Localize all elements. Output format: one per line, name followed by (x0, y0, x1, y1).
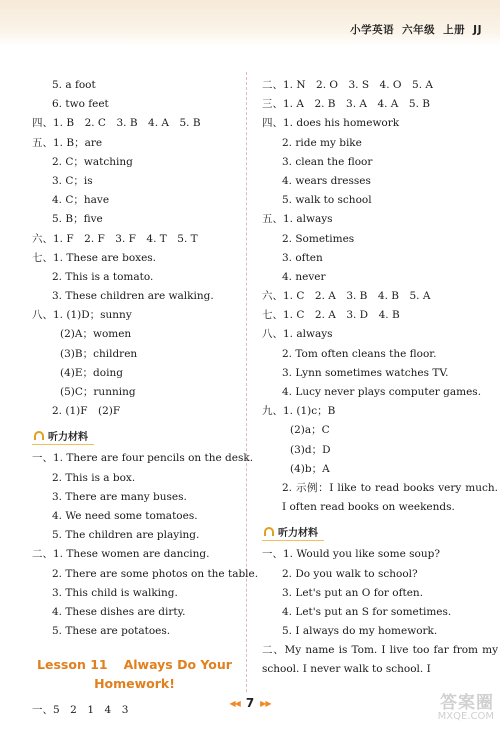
answer-line: 4. wears dresses (282, 174, 371, 187)
headphones-icon (34, 431, 44, 440)
next-arrows-icon: ▶▶ (260, 699, 271, 708)
answer-line: (4)b；A (290, 462, 330, 475)
lesson-title-b: Homework! (94, 676, 175, 692)
header-grade: 六年级 (402, 24, 436, 36)
listening-line: 3. This child is walking. (52, 586, 178, 599)
headphones-icon (264, 527, 274, 536)
column-divider (246, 72, 247, 692)
answer-line: 3. Lynn sometimes watches TV. (282, 366, 449, 379)
header-edition: JJ (473, 24, 482, 36)
listening-label: 听力材料 (278, 528, 318, 540)
listening-line: 2. This is a box. (52, 471, 136, 484)
answer-line: 5. B；five (52, 213, 103, 226)
listening-line: 2. Do you walk to school? (282, 567, 418, 580)
answer-line: 2. C；watching (52, 155, 133, 168)
listening-2-heading: 二、1. These women are dancing. (32, 548, 210, 561)
lesson-title-a: Always Do Your (123, 657, 232, 673)
answer-line: 5. walk to school (282, 194, 372, 207)
answer-line: (5)C；running (60, 386, 136, 398)
listening-line: 4. These dishes are dirty. (52, 605, 186, 618)
section-5-heading: 五、1. always (262, 213, 333, 226)
header-subject: 小学英语 (350, 24, 395, 36)
answer-line: 2. Sometimes (282, 232, 355, 245)
lesson-number: Lesson 11 (37, 657, 108, 673)
listening-line: 3. There are many buses. (52, 490, 187, 503)
prev-arrows-icon: ◀◀ (229, 699, 240, 708)
answer-line: 3. often (282, 251, 323, 264)
listening-label: 听力材料 (48, 432, 88, 444)
section-7-heading: 七、1. These are boxes. (32, 251, 157, 264)
listening-line: 2. There are some photos on the table. (52, 567, 259, 580)
listening-line: 4. Let's put an S for sometimes. (282, 605, 452, 618)
left-column (32, 76, 259, 720)
listening-1-heading: 一、1. Would you like some soup? (262, 548, 440, 561)
lesson-title (32, 655, 237, 693)
answer-line: 2. ride my bike (282, 136, 362, 149)
answer-line: (3)d；D (290, 443, 331, 456)
header-volume: 上册 (443, 24, 466, 36)
listening-line: 5. I always do my homework. (282, 625, 438, 638)
listening-material-tag (262, 523, 324, 541)
section-7-answers: 七、1. C 2. A 3. D 4. B (262, 309, 400, 322)
watermark-logo: 答案圈 (440, 693, 494, 713)
answer-line: (2)A；women (60, 328, 132, 341)
page-number: 7 (245, 696, 255, 710)
watermark (416, 693, 494, 733)
listening-1-heading: 一、1. There are four pencils on the desk. (32, 452, 254, 465)
section-3-answers: 三、1. A 2. B 3. A 4. A 5. B (262, 98, 430, 111)
listening-2-passage: 二、My name is Tom. I live too far from my school. I never walk to school. I (262, 644, 498, 676)
answer-line: 6. two feet (52, 98, 109, 111)
listening-line: 3. Let's put an O for often. (282, 586, 424, 599)
answer-line: 3. clean the floor (282, 155, 373, 168)
answer-line: 2. This is a tomato. (52, 270, 154, 283)
answer-line: 3. These children are walking. (52, 290, 214, 303)
answer-line: (2)a；C (290, 424, 330, 437)
answer-line: (3)B；children (60, 347, 138, 360)
sample-answer: 2. 示例：I like to read books very much. I often read books on weekends. (282, 481, 498, 514)
answer-line: 3. C；is (52, 174, 93, 187)
listening-line: 5. The children are playing. (52, 529, 200, 542)
running-header (342, 22, 482, 37)
section-8-heading: 八、1. always (262, 328, 333, 341)
answer-line: 2. (1)F (2)F (52, 405, 121, 418)
section-9-heading: 九、1. (1)c；B (262, 405, 336, 418)
section-4-heading: 四、1. does his homework (262, 117, 400, 130)
section-2-answers: 二、1. N 2. O 3. S 4. O 5. A (262, 79, 433, 91)
answer-line: 5. a foot (52, 79, 96, 91)
answer-line: (4)E；doing (60, 366, 123, 379)
answer-line: 4. C；have (52, 194, 110, 207)
section-6-answers: 六、1. F 2. F 3. F 4. T 5. T (32, 232, 198, 245)
answer-line: 2. Tom often cleans the floor. (282, 347, 437, 360)
section-5-heading: 五、1. B；are (32, 136, 103, 149)
listening-line: 4. We need some tomatoes. (52, 509, 198, 522)
section-6-answers: 六、1. C 2. A 3. B 4. B 5. A (262, 290, 431, 303)
lesson-section-1-answers: 一、5 2 1 4 3 (32, 704, 129, 717)
answer-line: 4. Lucy never plays computer games. (282, 386, 482, 398)
right-column (262, 76, 498, 680)
section-4-answers: 四、1. B 2. C 3. B 4. A 5. B (32, 117, 201, 130)
section-8-heading: 八、1. (1)D；sunny (32, 309, 132, 322)
listening-line: 5. These are potatoes. (52, 625, 171, 638)
listening-material-tag (32, 427, 94, 445)
watermark-url: MXQE.COM (437, 711, 494, 722)
answer-line: 4. never (282, 270, 326, 283)
